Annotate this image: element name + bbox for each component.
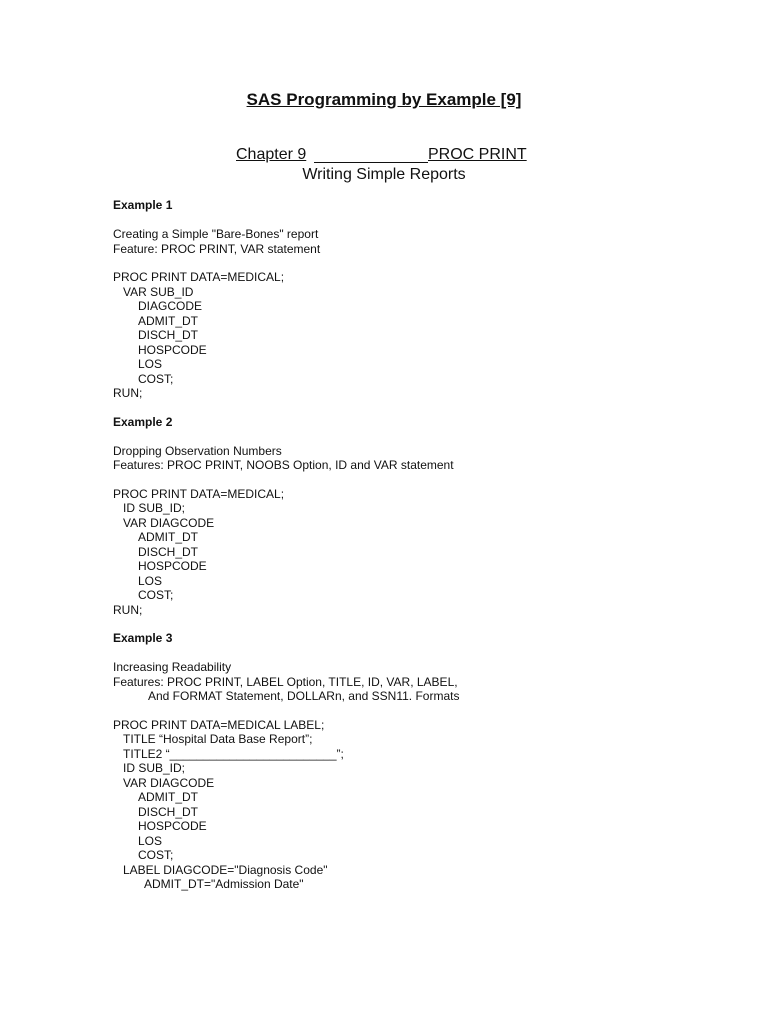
- chapter-heading: [0, 146, 768, 168]
- code-line: ADMIT_DT: [138, 790, 198, 804]
- code-line: LOS: [138, 357, 163, 371]
- description-line: Features: PROC PRINT, NOOBS Option, ID and VAR statement: [113, 458, 454, 472]
- code-line: PROC PRINT DATA=MEDICAL;: [113, 270, 285, 284]
- document-body: [113, 198, 733, 906]
- code-line: RUN;: [113, 386, 143, 400]
- example-heading: Example 2: [113, 414, 173, 429]
- code-block: [113, 270, 733, 401]
- code-line: ID SUB_ID;: [123, 501, 186, 515]
- description-line: Dropping Observation Numbers: [113, 443, 282, 458]
- code-line: COST;: [138, 588, 174, 602]
- code-line: TITLE2 “_________________________”;: [123, 746, 344, 761]
- description-line: Increasing Readability: [113, 660, 232, 674]
- code-line: VAR DIAGCODE: [123, 515, 215, 530]
- code-line: VAR SUB_ID: [123, 284, 194, 299]
- code-line: DISCH_DT: [138, 544, 199, 559]
- code-line: VAR DIAGCODE: [123, 775, 215, 790]
- code-line: ADMIT_DT: [138, 313, 198, 328]
- description-line: Creating a Simple "Bare-Bones" report: [113, 227, 319, 241]
- code-line: COST;: [138, 848, 174, 862]
- code-line: TITLE “Hospital Data Base Report”;: [123, 732, 313, 746]
- code-line: DIAGCODE: [138, 299, 203, 313]
- chapter-number: Chapter 9: [236, 146, 307, 163]
- code-line: HOSPCODE: [138, 819, 207, 833]
- example-heading: Example 1: [113, 198, 173, 212]
- description-line: Feature: PROC PRINT, VAR statement: [113, 241, 321, 256]
- example-description: [113, 660, 733, 704]
- code-line: COST;: [138, 371, 174, 386]
- code-line: LOS: [138, 833, 163, 848]
- example-description: [113, 444, 733, 473]
- code-line: PROC PRINT DATA=MEDICAL;: [113, 486, 285, 501]
- code-line: ID SUB_ID;: [123, 761, 186, 775]
- description-line: And FORMAT Statement, DOLLARn, and SSN11. Formats: [148, 689, 460, 703]
- example-description: [113, 227, 733, 256]
- chapter-underline-gap: [314, 162, 428, 163]
- code-line: RUN;: [113, 602, 143, 617]
- example-section: [113, 198, 733, 401]
- code-line: ADMIT_DT: [138, 530, 198, 544]
- description-line: Features: PROC PRINT, LABEL Option, TITLE, ID, VAR, LABEL,: [113, 674, 458, 689]
- code-line: DISCH_DT: [138, 328, 199, 342]
- code-block: [113, 487, 733, 618]
- example-section: [113, 415, 733, 618]
- code-line: DISCH_DT: [138, 804, 199, 819]
- document-title: SAS Programming by Example [9]: [246, 90, 522, 109]
- code-line: HOSPCODE: [138, 342, 207, 357]
- example-section: [113, 631, 733, 892]
- code-line: LOS: [138, 573, 163, 588]
- example-heading: Example 3: [113, 631, 173, 645]
- code-line: PROC PRINT DATA=MEDICAL LABEL;: [113, 717, 325, 732]
- code-line: ADMIT_DT="Admission Date": [144, 877, 304, 891]
- code-line: LABEL DIAGCODE="Diagnosis Code": [123, 862, 328, 877]
- code-line: HOSPCODE: [138, 559, 207, 573]
- chapter-subtitle: Writing Simple Reports: [302, 166, 466, 183]
- chapter-topic: PROC PRINT: [428, 146, 527, 163]
- code-block: [113, 718, 733, 892]
